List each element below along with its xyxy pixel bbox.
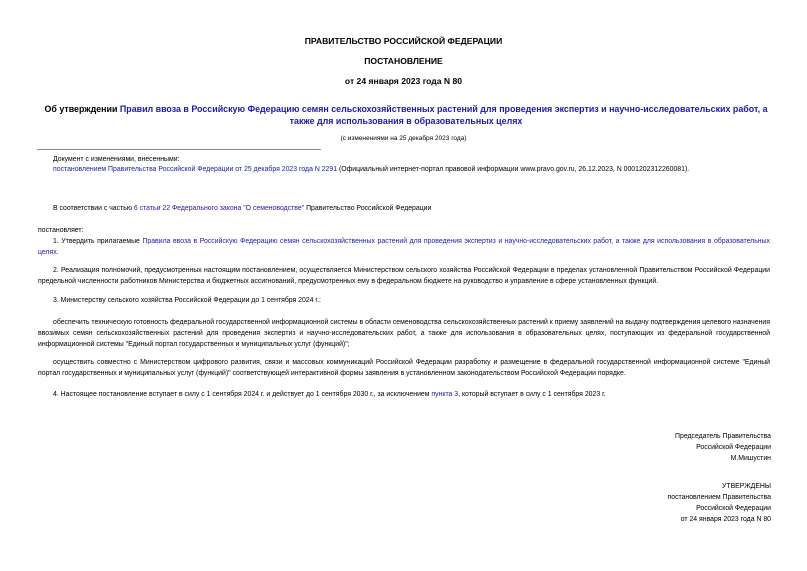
item-2: 2. Реализация полномочий, предусмотренных настоящим постановлением, осуществляется Министерством сельского хозяйства Российской Федерации в пределах установленной Правительством Российской Федерации предельной численности работников Министерства и бюджетных ассигнований, предусмотренных ему в федеральном бюджете на руководство и управление в сфере установленных функций.	[38, 267, 770, 285]
item-3: 3. Министерству сельского хозяйства Российской Федерации до 1 сентября 2024 г.:	[53, 297, 321, 304]
approval-country: Российской Федерации	[696, 505, 771, 512]
item-1-prefix: 1. Утвердить прилагаемые	[53, 238, 143, 245]
amendments-label: Документ с изменениями, внесенными:	[53, 156, 180, 163]
separator-line	[37, 149, 321, 150]
item-4-prefix: 4. Настоящее постановление вступает в силу с 1 сентября 2024 г. и действует до 1 сентября 2030 г., за исключением	[53, 391, 432, 398]
signature-name: М.Мишустин	[730, 455, 771, 462]
item-3-subitem-b: осуществить совместно с Министерством цифрового развития, связи и массовых коммуникаций Российской Федерации разработку и размещение в федеральной государственной информационной системе "Единый портал государственных и муниципальных услуг (функций)" соответствующей интерактивной формы заявления в установленном законодательством Российской Федерации порядке.	[38, 359, 770, 377]
amendment-decree-link[interactable]: постановлением Правительства Российской Федерации от 25 декабря 2023 года N 2291	[53, 166, 338, 173]
amendments-line	[53, 164, 689, 175]
item-4	[53, 389, 606, 400]
item-3-subitem-a: обеспечить техническую готовность федеральной государственной информационной системы в области семеноводства сельскохозяйственных растений к приему заявлений на выдачу подтверждения целевого назначения ввозимых семян сельскохозяйственных растений для проведения экспертиз и научно-исследовательских работ, а также для использования в образовательных целях, поступающих из федеральной государственной информационной системы "Единый портал государственных и муниципальных услуг (функций)";	[38, 319, 770, 348]
title-rules-link[interactable]: Правил ввоза в Российскую Федерацию семян сельскохозяйственных растений для проведения экспертиз и научно-исследовательских работ, а также для использования в образовательных целях	[119, 104, 768, 126]
preamble-suffix: Правительство Российской Федерации	[304, 205, 432, 212]
preamble	[53, 203, 431, 214]
document-type-heading: ПОСТАНОВЛЕНИЕ	[364, 56, 443, 66]
preamble-prefix: В соответствии с частью	[53, 205, 134, 212]
item-1	[38, 236, 770, 258]
item-3-link[interactable]: пункта 3	[431, 391, 459, 398]
approval-by: постановлением Правительства	[667, 494, 771, 501]
approval-date: от 24 января 2023 года N 80	[680, 516, 771, 523]
amendment-source: (Официальный интернет-портал правовой информации www.pravo.gov.ru, 26.12.2023, N 0001202312260081).	[337, 166, 690, 173]
decree-word: постановляет:	[38, 227, 84, 234]
document-date-heading: от 24 января 2023 года N 80	[344, 76, 463, 86]
title-prefix: Об утверждении	[44, 104, 120, 114]
document-title	[40, 103, 772, 127]
item-1-rules-link[interactable]: Правила ввоза в Российскую Федерацию семян сельскохозяйственных растений для проведения экспертиз и научно-исследовательских работ, а также для использования в образовательных целях	[38, 238, 770, 256]
approval-heading: УТВЕРЖДЕНЫ	[722, 483, 771, 490]
seed-law-link[interactable]: 6 статьи 22 Федерального закона "О семеноводстве"	[133, 205, 305, 212]
item-4-suffix: , который вступает в силу с 1 сентября 2023 г.	[458, 391, 606, 398]
government-heading: ПРАВИТЕЛЬСТВО РОССИЙСКОЙ ФЕДЕРАЦИИ	[304, 36, 503, 46]
signature-country: Российской Федерации	[696, 444, 771, 451]
signature-position: Председатель Правительства	[675, 433, 771, 440]
changes-note: (с изменениями на 25 декабря 2023 года)	[340, 135, 467, 142]
item-1-suffix: .	[56, 249, 59, 256]
